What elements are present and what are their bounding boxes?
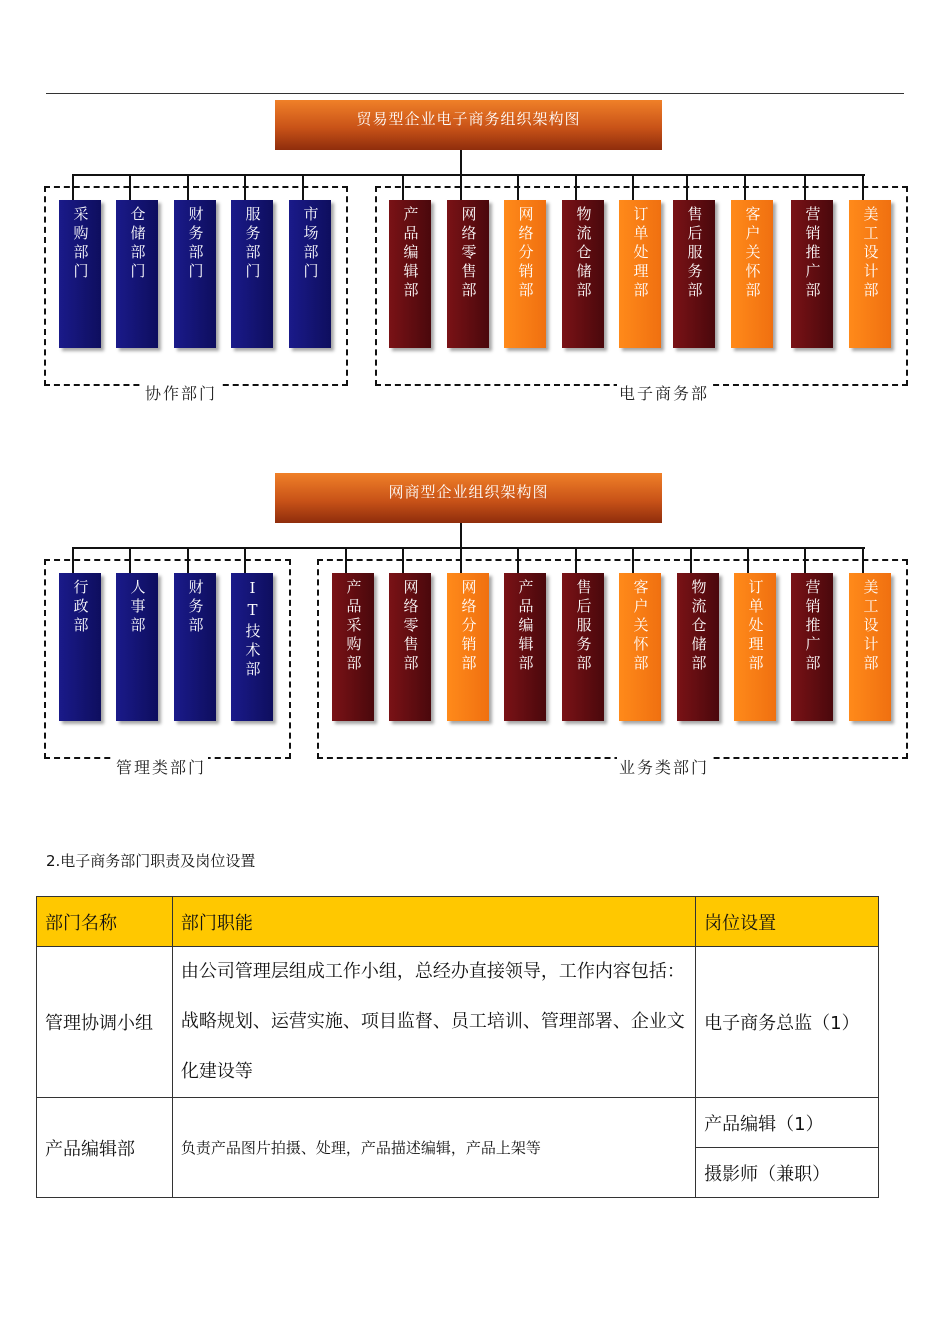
dept-box: [59, 573, 101, 721]
dept-label: 采购部门: [71, 206, 90, 282]
dept-label: 物流仓储部: [689, 579, 708, 674]
dept-box: [174, 200, 216, 348]
dept-box: [116, 200, 158, 348]
dept-label: 产品采购部: [344, 579, 363, 674]
dept-label: 人事部: [128, 579, 147, 636]
connector-line: [345, 547, 347, 573]
group-label-business: 业务类部门: [617, 755, 711, 778]
dept-name-cell: 管理协调小组: [37, 947, 173, 1098]
dept-box: [734, 573, 776, 721]
dept-label: 美工设计部: [861, 206, 880, 301]
connector-line: [72, 547, 74, 573]
connector-line: [862, 547, 864, 573]
dept-box: [332, 573, 374, 721]
dept-label: 财务部门: [186, 206, 205, 282]
dept-label: 网络分销部: [516, 206, 535, 301]
connector-line: [747, 547, 749, 573]
dept-box: [619, 200, 661, 348]
dept-box: [389, 573, 431, 721]
connector-line: [402, 174, 404, 200]
dept-box: [849, 573, 891, 721]
dept-box: [791, 200, 833, 348]
dept-function-cell: 负责产品图片拍摄、处理，产品描述编辑，产品上架等: [172, 1098, 695, 1198]
dept-box: [447, 200, 489, 348]
dept-box: [562, 200, 604, 348]
connector-line: [690, 547, 692, 573]
dept-box: [677, 573, 719, 721]
positions-cell: 电子商务总监（1）: [696, 947, 879, 1098]
ecommerce-org-chart-online: [0, 473, 950, 803]
dept-label: 订单处理部: [746, 579, 765, 674]
connector-line: [686, 174, 688, 200]
dept-label: 订单处理部: [631, 206, 650, 301]
connector-line: [72, 174, 74, 200]
chart-title: 贸易型企业电子商务组织架构图: [275, 100, 662, 150]
dept-box: [174, 573, 216, 721]
connector-line: [575, 174, 577, 200]
dept-box: [289, 200, 331, 348]
group-label-ecommerce: 电子商务部: [617, 381, 711, 404]
connector-line: [402, 547, 404, 573]
dept-box: [731, 200, 773, 348]
dept-label: 产品编辑部: [401, 206, 420, 301]
connector-line: [632, 174, 634, 200]
group-label-management: 管理类部门: [114, 755, 208, 778]
section-heading: 2.电子商务部门职责及岗位设置: [46, 852, 256, 870]
dept-label: 网络分销部: [459, 579, 478, 674]
connector-line: [517, 174, 519, 200]
dept-label: 市场部门: [301, 206, 320, 282]
dept-box: [389, 200, 431, 348]
connector-line: [862, 174, 864, 200]
dept-label: 营销推广部: [803, 579, 822, 674]
group-label-cooperative: 协作部门: [143, 381, 219, 404]
dept-box: [849, 200, 891, 348]
dept-box: [231, 200, 273, 348]
connector-line: [244, 174, 246, 200]
connector-line: [632, 547, 634, 573]
bus-line: [73, 174, 865, 176]
dept-label: 客户关怀部: [743, 206, 762, 301]
dept-function-cell: 由公司管理层组成工作小组，总经办直接领导，工作内容包括：战略规划、运营实施、项目监督、员工培训、管理部署、企业文化建设等: [172, 947, 695, 1098]
dept-label: 产品编辑部: [516, 579, 535, 674]
trunk-line: [460, 150, 462, 174]
dept-label: 售后服务部: [685, 206, 704, 301]
dept-label: 仓储部门: [128, 206, 147, 282]
connector-line: [575, 547, 577, 573]
dept-box: [504, 573, 546, 721]
dept-box: [231, 573, 273, 721]
header-dept-name: 部门名称: [37, 897, 173, 947]
connector-line: [187, 174, 189, 200]
connector-line: [804, 547, 806, 573]
dept-box: [791, 573, 833, 721]
dept-label: 财务部: [186, 579, 205, 636]
dept-box: [562, 573, 604, 721]
dept-label: 营销推广部: [803, 206, 822, 301]
header-positions: 岗位设置: [696, 897, 879, 947]
connector-line: [460, 174, 462, 200]
dept-label: 服务部门: [243, 206, 262, 282]
chart-title: 网商型企业组织架构图: [275, 473, 662, 523]
positions-cell: 产品编辑（1）: [696, 1098, 879, 1148]
dept-label: 物流仓储部: [574, 206, 593, 301]
connector-line: [517, 547, 519, 573]
connector-line: [804, 174, 806, 200]
ecommerce-org-chart-trade: [0, 100, 950, 430]
dept-name-cell: 产品编辑部: [37, 1098, 173, 1198]
connector-line: [187, 547, 189, 573]
dept-label: 网络零售部: [401, 579, 420, 674]
top-rule: [46, 93, 904, 94]
dept-box: [619, 573, 661, 721]
dept-label: 行政部: [71, 579, 90, 636]
duties-table: [36, 896, 879, 1198]
connector-line: [129, 174, 131, 200]
table-row: [37, 947, 879, 1098]
dept-label: 客户关怀部: [631, 579, 650, 674]
dept-label: 网络零售部: [459, 206, 478, 301]
positions-cell: 摄影师（兼职）: [696, 1148, 879, 1198]
connector-line: [129, 547, 131, 573]
dept-label: IT技术部: [243, 579, 262, 680]
connector-line: [460, 547, 462, 573]
dept-box: [673, 200, 715, 348]
dept-label: 美工设计部: [861, 579, 880, 674]
table-header-row: [37, 897, 879, 947]
connector-line: [244, 547, 246, 573]
connector-line: [302, 174, 304, 200]
dept-box: [59, 200, 101, 348]
dept-box: [504, 200, 546, 348]
trunk-line: [460, 523, 462, 547]
header-dept-function: 部门职能: [172, 897, 695, 947]
dept-box: [447, 573, 489, 721]
dept-label: 售后服务部: [574, 579, 593, 674]
dept-box: [116, 573, 158, 721]
table-row: [37, 1098, 879, 1148]
connector-line: [744, 174, 746, 200]
